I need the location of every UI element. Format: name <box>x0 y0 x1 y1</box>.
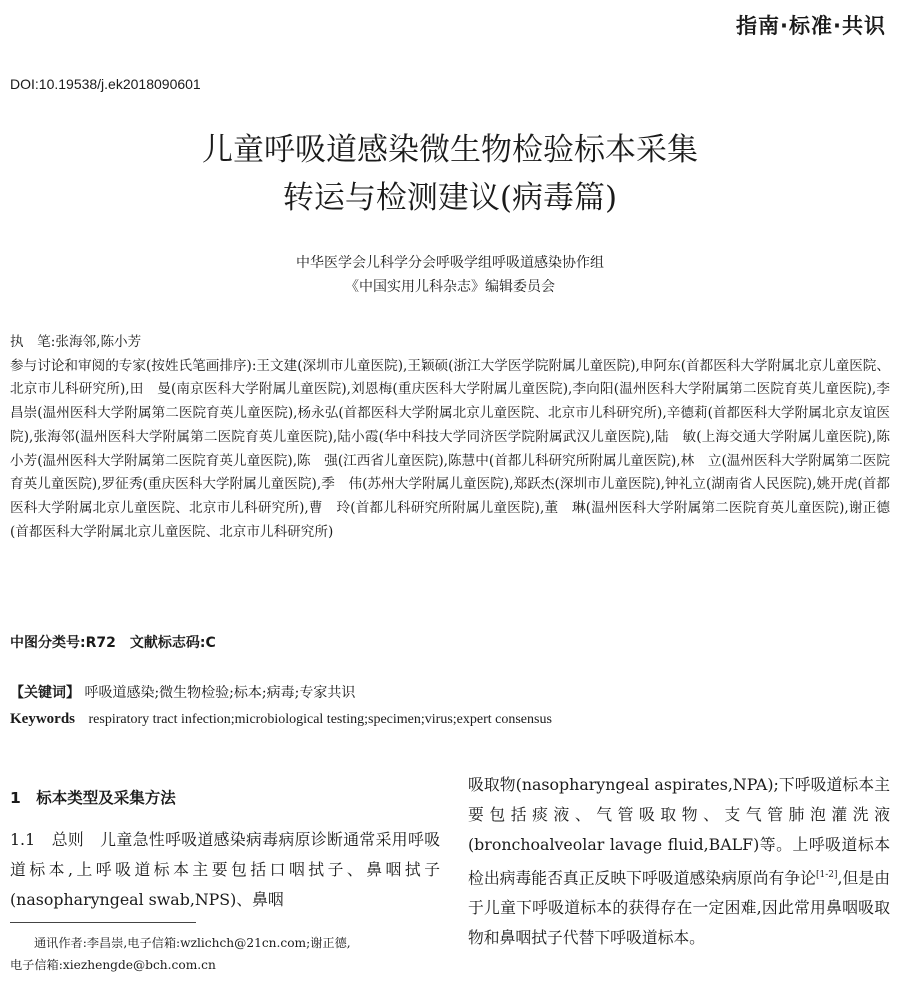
affiliation-line-2: 《中国实用儿科杂志》编辑委员会 <box>345 279 555 295</box>
section-tag: 指南·标准·共识 <box>736 14 886 38</box>
keywords-cn <box>10 682 355 702</box>
doi-line: DOI:10.19538/j.ek2018090601 <box>10 76 201 92</box>
section-heading: 1 标本类型及采集方法 <box>10 789 176 807</box>
right-para-part-a: 吸取物(nasopharyngeal aspirates,NPA);下呼吸道标本主要包括痰液、气管吸取物、支气管肺泡灌洗液(bronchoalveolar lavage fluid,BALF)等。上呼吸道标本检出病毒能否真正反映下呼吸道感染病原尚有争论 <box>468 775 890 888</box>
footnote-line-2: 电子信箱:xiezhengde@bch.com.cn <box>10 958 216 972</box>
left-column-paragraph: 1.1 总则 儿童急性呼吸道感染病毒病原诊断通常采用呼吸道标本,上呼吸道标本主要包括口咽拭子、鼻咽拭子(nasopharyngeal swab,NPS)、鼻咽 <box>10 830 440 909</box>
keywords-cn-text: 呼吸道感染;微生物检验;标本;病毒;专家共识 <box>84 685 356 701</box>
writers-line: 执 笔:张海邻,陈小芳 <box>10 334 142 350</box>
classification-line: 中图分类号:R72 文献标志码:C <box>10 635 216 651</box>
title-line-1: 儿童呼吸道感染微生物检验标本采集 <box>202 132 698 168</box>
right-para-part-b: ,但是由于儿童下呼吸道标本的获得存在一定困难,因此常用鼻咽吸取物和鼻咽拭子代替下呼吸道标本。 <box>468 868 890 948</box>
reference-marker: [1-2] <box>816 870 838 880</box>
experts-paragraph: 参与讨论和审阅的专家(按姓氏笔画排序):王文建(深圳市儿童医院),王颖硕(浙江大学医学院附属儿童医院),申阿东(首都医科大学附属北京儿童医院、北京市儿科研究所),田 曼(南京医科大学附属儿童医院),刘恩梅(重庆医科大学附属儿童医院),李向阳(温州医科大学附属第二医院育英儿童医院),李昌崇(温州医科大学附属第二医院育英儿童医院),杨永弘(首都医科大学附属北京儿童医院、北京市儿科研究所),辛德莉(首都医科大学附属北京友谊医院),张海邻(温州医科大学附属第二医院育英儿童医院),陆小霞(华中科技大学同济医学院附属武汉儿童医院),陆 敏(上海交通大学附属儿童医院),陈小芳(温州医科大学附属第二医院育英儿童医院),陈 强(江西省儿童医院),陈慧中(首都儿科研究所附属儿童医院),林 立(温州医科大学附属第二医院育英儿童医院),罗征秀(重庆医科大学附属儿童医院),季 伟(苏州大学附属儿童医院),郑跃杰(深圳市儿童医院),钟礼立(湖南省人民医院),姚开虎(首都医科大学附属北京儿童医院、北京市儿科研究所),曹 玲(首都儿科研究所附属儿童医院),董 琳(温州医科大学附属第二医院育英儿童医院),谢正德(首都医科大学附属北京儿童医院、北京市儿科研究所) <box>10 357 890 540</box>
footnote-rule <box>10 922 196 923</box>
author-block <box>10 331 890 544</box>
footnote-line-1: 通讯作者:李昌崇,电子信箱:wzlichch@21cn.com;谢正德, <box>34 936 351 950</box>
title-line-2: 转运与检测建议(病毒篇) <box>282 180 618 216</box>
keywords-en-label: Keywords <box>10 711 75 727</box>
keywords-en <box>10 711 552 728</box>
footnote <box>10 932 440 976</box>
keywords-en-text: respiratory tract infection;microbiological testing;specimen;virus;expert consensus <box>88 712 552 727</box>
right-column-paragraph <box>468 770 890 953</box>
affiliation-line-1: 中华医学会儿科学分会呼吸学组呼吸道感染协作组 <box>296 255 604 271</box>
keywords-cn-label: 【关键词】 <box>10 685 80 701</box>
